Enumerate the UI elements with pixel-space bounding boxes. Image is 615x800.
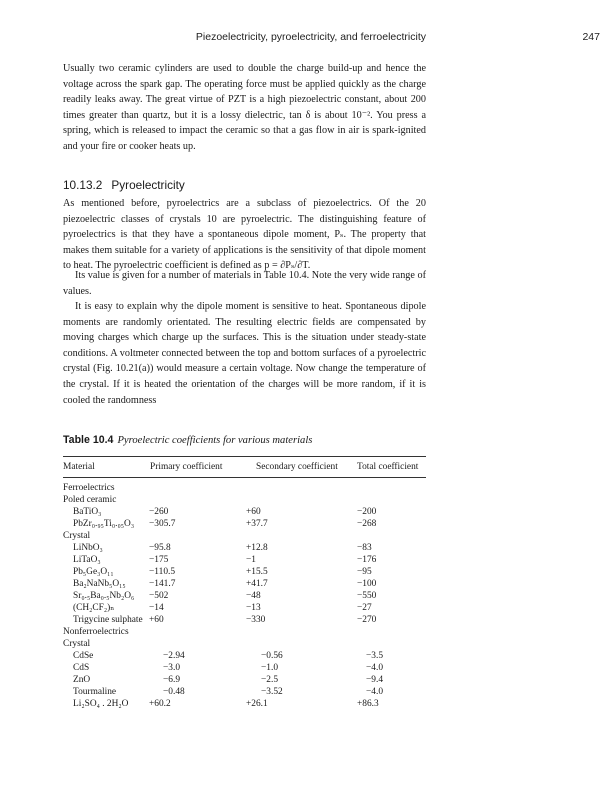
table-cell-total: +86.3	[357, 699, 379, 709]
table-cell-material: Ba₂NaNb₅O₁₅	[73, 579, 126, 589]
table-cell-secondary: +37.7	[246, 519, 268, 529]
table-cell-secondary: +41.7	[246, 579, 268, 589]
table-cell-secondary: −2.5	[261, 675, 279, 685]
table-cell-material: (CH₂CF₂)ₙ	[73, 603, 115, 613]
table-row-group: Nonferroelectrics	[63, 627, 129, 637]
table-cell-secondary: +12.8	[246, 543, 268, 553]
table-cell-total: −9.4	[366, 675, 384, 685]
table-cell-secondary: −1.0	[261, 663, 279, 673]
table-cell-primary: −502	[149, 591, 169, 601]
table-cell-primary: −14	[149, 603, 164, 613]
table-cell-secondary: −330	[246, 615, 266, 625]
paragraph-dipole-explanation: It is easy to explain why the dipole moment is sensitive to heat. Spontaneous dipole moments are randomly orientated. The resulting electric fields are compensated by moving charges which charge up the surfaces. This is the situation under steady-state conditions. A voltmeter connected between the top and bottom surfaces of a pyroelectric crystal (Fig. 10.21(a)) would measure a certain voltage. Now change the temperature of the crystal. If it is heated the orientation of the charges will be more random, if it is cooled the randomness	[63, 301, 426, 406]
page-number: 247	[582, 31, 600, 43]
table-row-group: Crystal	[63, 639, 91, 649]
table-cell-primary: −6.9	[163, 675, 181, 685]
table-cell-material: PbZr₀.₉₅Ti₀.₀₅O₃	[73, 519, 135, 529]
paragraph-spark-igniter: Usually two ceramic cylinders are used to double the charge build-up and hence the voltage across the spark gap. The operating force must be applied quickly as the charge readily leaks away. The great virtue of PZT is a high piezoelectric constant, about 200 times greater than quartz, but it is a lossy dielectric, tan δ is about 10⁻². You press a spring, which is released to impact the ceramic so that a gas flow in air is spark-ignited and your fire or cooker heats up.	[63, 63, 426, 152]
table-cell-total: −4.0	[366, 663, 384, 673]
table-cell-total: −100	[357, 579, 377, 589]
paragraph-pyroelectric-definition: As mentioned before, pyroelectrics are a subclass of piezoelectrics. Of the 20 piezoelectric classes of crystals 10 are pyroelectric. The distinguishing feature of pyroelectrics is that they have a spontaneous dipole moment, Pₛ. The property that makes them suitable for a variety of applications is the sensitivity of that dipole moment to heat. The pyroelectric coefficient is defined as p = ∂Pₛ/∂T.	[63, 198, 426, 272]
table-cell-material: ZnO	[73, 675, 91, 685]
table-cell-material: Li₂SO₄ . 2H₂O	[73, 699, 129, 709]
section-heading	[63, 178, 185, 192]
table-cell-material: CdS	[73, 663, 90, 673]
table-cell-total: −268	[357, 519, 377, 529]
table-cell-material: LiTaO₃	[73, 555, 101, 565]
table-cell-total: −270	[357, 615, 377, 625]
table-cell-total: −95	[357, 567, 372, 577]
table-cell-material: CdSe	[73, 651, 94, 661]
table-cell-secondary: −48	[246, 591, 261, 601]
table-cell-primary: −0.48	[163, 687, 185, 697]
table-cell-primary: −141.7	[149, 579, 176, 589]
table-cell-secondary: −13	[246, 603, 261, 613]
table-top-rule	[63, 456, 426, 457]
table-cell-primary: +60.2	[149, 699, 171, 709]
table-cell-primary: +60	[149, 615, 164, 625]
table-cell-total: −200	[357, 507, 377, 517]
table-cell-secondary: −3.52	[261, 687, 283, 697]
table-cell-material: LiNbO₃	[73, 543, 103, 553]
table-cell-total: −4.0	[366, 687, 384, 697]
table-cell-total: −27	[357, 603, 372, 613]
table-row-group: Crystal	[63, 531, 91, 541]
table-caption	[63, 434, 312, 446]
column-header-primary: Primary coefficient	[150, 462, 223, 472]
table-cell-material: Trigycine sulphate	[73, 615, 143, 625]
table-row-group: Poled ceramic	[63, 495, 117, 505]
table-cell-material: Pb₅Ge₃O₁₁	[73, 567, 114, 577]
table-title: Pyroelectric coefficients for various materials	[117, 435, 313, 446]
paragraph-table-reference: Its value is given for a number of materials in Table 10.4. Note the very wide range of values.	[63, 270, 426, 297]
table-cell-primary: −175	[149, 555, 169, 565]
table-cell-total: −550	[357, 591, 377, 601]
table-cell-primary: −95.8	[149, 543, 171, 553]
table-cell-material: BaTiO₃	[73, 507, 102, 517]
section-title: Pyroelectricity	[111, 178, 185, 192]
table-cell-primary: −305.7	[149, 519, 176, 529]
section-number: 10.13.2	[63, 178, 103, 192]
table-cell-material: Tourmaline	[73, 687, 117, 697]
table-cell-primary: −3.0	[163, 663, 181, 673]
table-cell-primary: −260	[149, 507, 169, 517]
column-header-total: Total coefficient	[357, 462, 419, 472]
running-head: Piezoelectricity, pyroelectricity, and ferroelectricity	[195, 31, 426, 43]
table-header-rule	[63, 477, 426, 478]
column-header-material: Material	[63, 462, 95, 472]
table-cell-total: −83	[357, 543, 372, 553]
table-cell-primary: −110.5	[149, 567, 176, 577]
table-cell-total: −176	[357, 555, 377, 565]
table-cell-secondary: −0.56	[261, 651, 283, 661]
column-header-secondary: Secondary coefficient	[256, 462, 338, 472]
table-cell-secondary: +26.1	[246, 699, 268, 709]
table-cell-secondary: +60	[246, 507, 261, 517]
table-cell-total: −3.5	[366, 651, 384, 661]
table-cell-primary: −2.94	[163, 651, 185, 661]
table-row-group: Ferroelectrics	[63, 483, 115, 493]
table-cell-secondary: +15.5	[246, 567, 268, 577]
table-cell-material: Sr₀.₅Ba₀.₅Nb₂O₆	[73, 591, 135, 601]
table-label: Table 10.4	[63, 434, 114, 446]
table-cell-secondary: −1	[246, 555, 256, 565]
